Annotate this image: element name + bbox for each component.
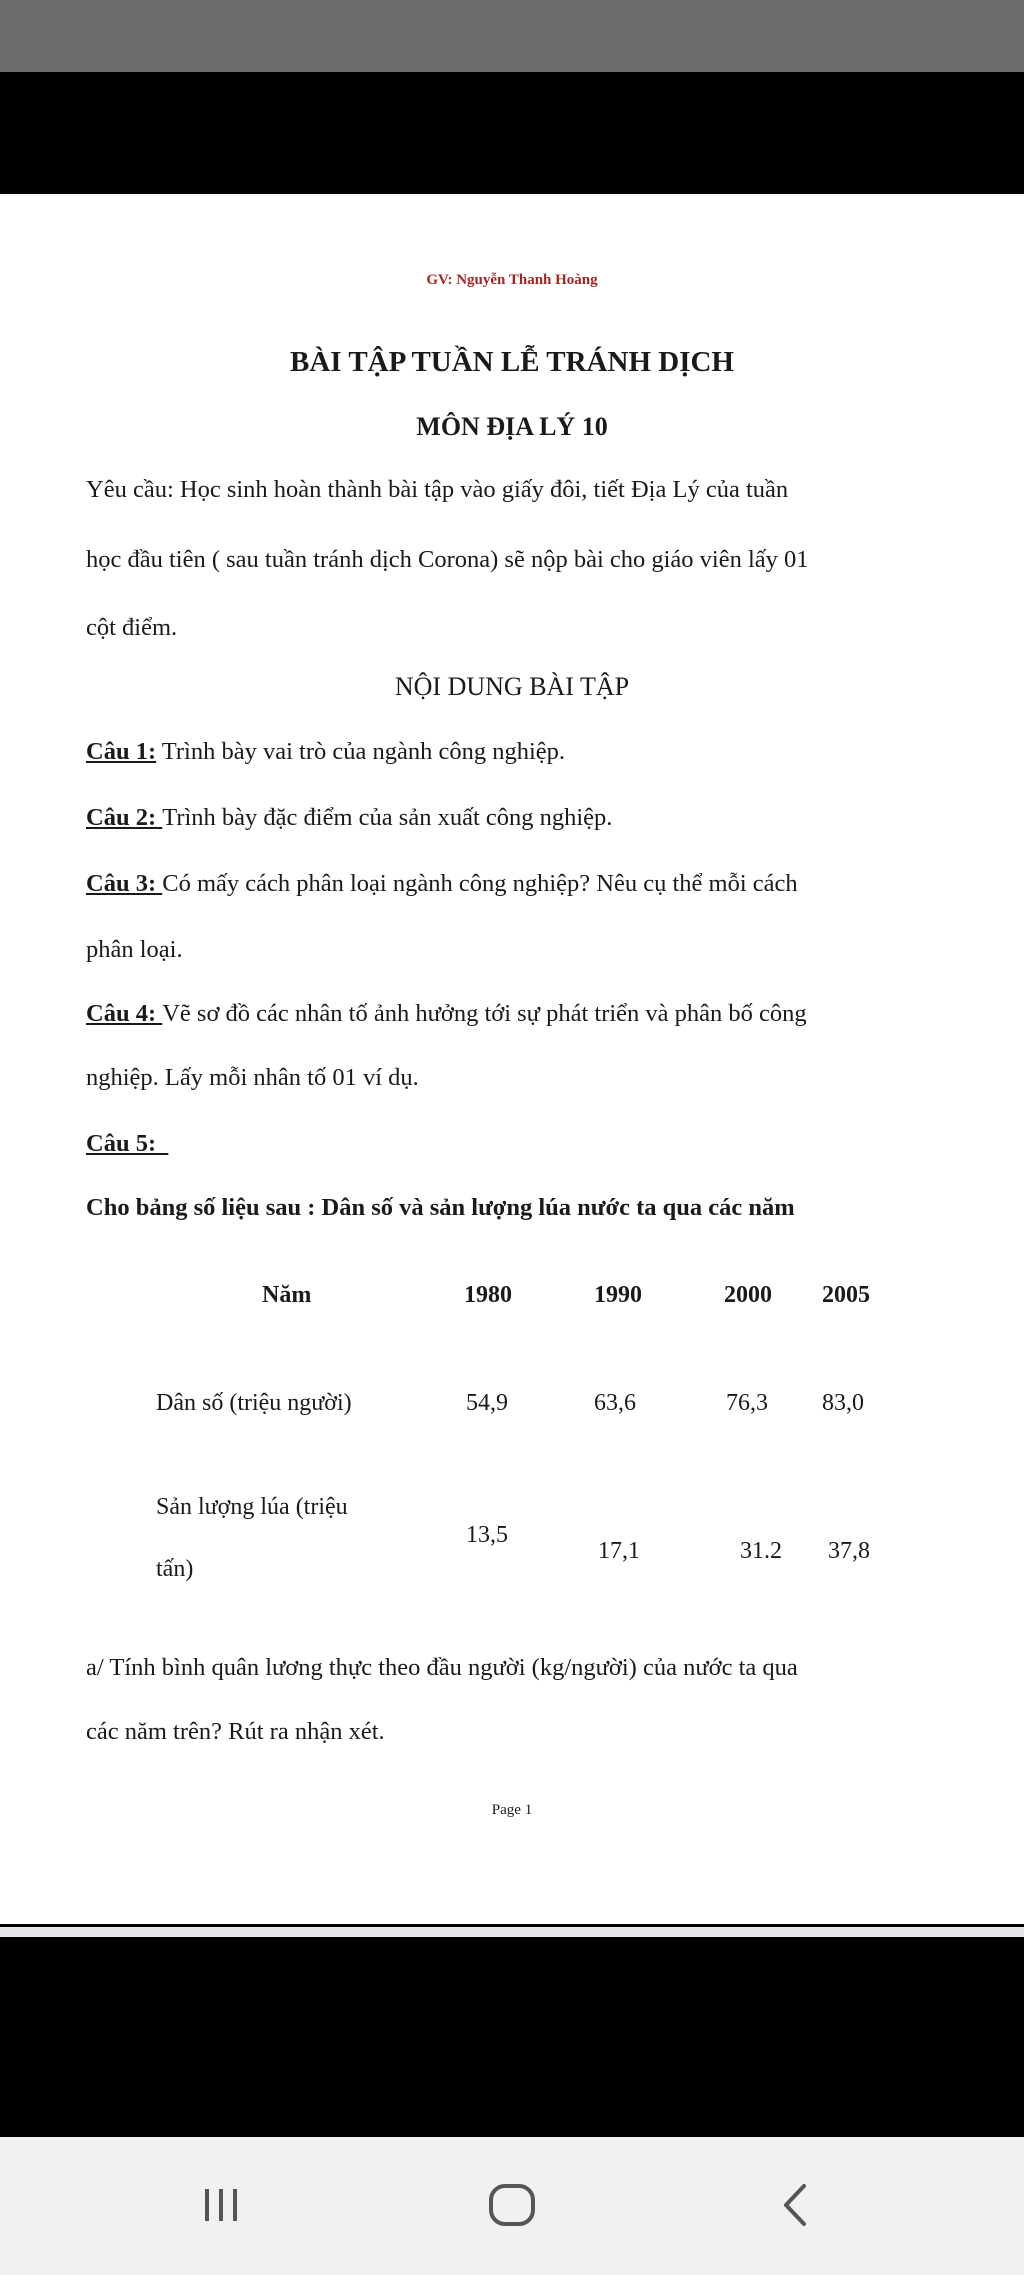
- table-header-year: 2005: [822, 1282, 870, 1308]
- author-line: GV: Nguyễn Thanh Hoàng: [426, 272, 598, 288]
- question-2: [86, 804, 612, 832]
- requirement-line-2: học đầu tiên ( sau tuần tránh dịch Corona) sẽ nộp bài cho giáo viên lấy 01: [86, 546, 809, 573]
- table-cell: 31.2: [740, 1538, 782, 1564]
- table-row-label: Sản lượng lúa (triệu: [156, 1494, 348, 1520]
- question-2-label: Câu 2:: [86, 804, 163, 831]
- question-3-continuation: phân loại.: [86, 936, 183, 963]
- question-4-label: Câu 4:: [86, 1000, 163, 1027]
- requirement-line-3: cột điểm.: [86, 614, 178, 641]
- recent-apps-icon: [199, 2185, 245, 2225]
- bottom-letterbox: [0, 2015, 1024, 2137]
- page-number: Page 1: [491, 1802, 533, 1818]
- question-5: [86, 1130, 168, 1158]
- question-1-label: Câu 1:: [86, 738, 157, 765]
- table-cell: 76,3: [726, 1390, 768, 1416]
- table-cell: 17,1: [598, 1538, 640, 1564]
- table-row-label-continuation: tấn): [156, 1556, 194, 1582]
- table-intro: Cho bảng số liệu sau : Dân số và sản lượng lúa nước ta qua các năm: [86, 1194, 795, 1221]
- table-header-year: 1980: [464, 1282, 512, 1308]
- question-4: [86, 1000, 807, 1028]
- document-title: BÀI TẬP TUẦN LỄ TRÁNH DỊCH: [290, 346, 734, 378]
- home-icon: [487, 2182, 537, 2228]
- question-5-label: Câu 5:: [86, 1130, 169, 1157]
- task-line-2: các năm trên? Rút ra nhận xét.: [86, 1718, 385, 1745]
- question-3-label: Câu 3:: [86, 870, 163, 897]
- table-cell: 83,0: [822, 1390, 864, 1416]
- status-bar: [0, 0, 1024, 72]
- question-4-continuation: nghiệp. Lấy mỗi nhân tố 01 ví dụ.: [86, 1064, 419, 1091]
- document-page[interactable]: [0, 194, 1024, 1924]
- back-icon: [776, 2182, 816, 2228]
- top-letterbox: [0, 72, 1024, 194]
- question-2-text: Trình bày đặc điểm của sản xuất công nghiệp.: [162, 804, 613, 831]
- table-header-label: Năm: [262, 1282, 312, 1308]
- table-cell: 13,5: [466, 1522, 508, 1548]
- question-1: [86, 738, 565, 766]
- table-header-year: 1990: [594, 1282, 642, 1308]
- question-1-text: Trình bày vai trò của ngành công nghiệp.: [156, 738, 566, 765]
- question-3-text: Có mấy cách phân loại ngành công nghiệp? Nêu cụ thể mỗi cách: [162, 870, 798, 897]
- document-subtitle: MÔN ĐỊA LÝ 10: [416, 412, 608, 441]
- table-header-year: 2000: [724, 1282, 772, 1308]
- navigation-bar: [0, 2137, 1024, 2275]
- requirement-line-1: Yêu cầu: Học sinh hoàn thành bài tập vào giấy đôi, tiết Địa Lý của tuần: [86, 476, 789, 503]
- table-cell: 63,6: [594, 1390, 636, 1416]
- table-cell: 54,9: [466, 1390, 508, 1416]
- section-heading: NỘI DUNG BÀI TẬP: [394, 672, 630, 701]
- task-line-1: a/ Tính bình quân lương thực theo đầu người (kg/người) của nước ta qua: [86, 1654, 798, 1681]
- back-button[interactable]: [746, 2175, 846, 2235]
- page-separator: [0, 1927, 1024, 1937]
- question-4-text: Vẽ sơ đồ các nhân tố ảnh hưởng tới sự phát triển và phân bố công: [162, 1000, 807, 1027]
- recent-apps-button[interactable]: [172, 2175, 272, 2235]
- home-button[interactable]: [462, 2175, 562, 2235]
- table-row-label: Dân số (triệu người): [156, 1390, 352, 1416]
- question-3: [86, 870, 798, 898]
- table-cell: 37,8: [828, 1538, 870, 1564]
